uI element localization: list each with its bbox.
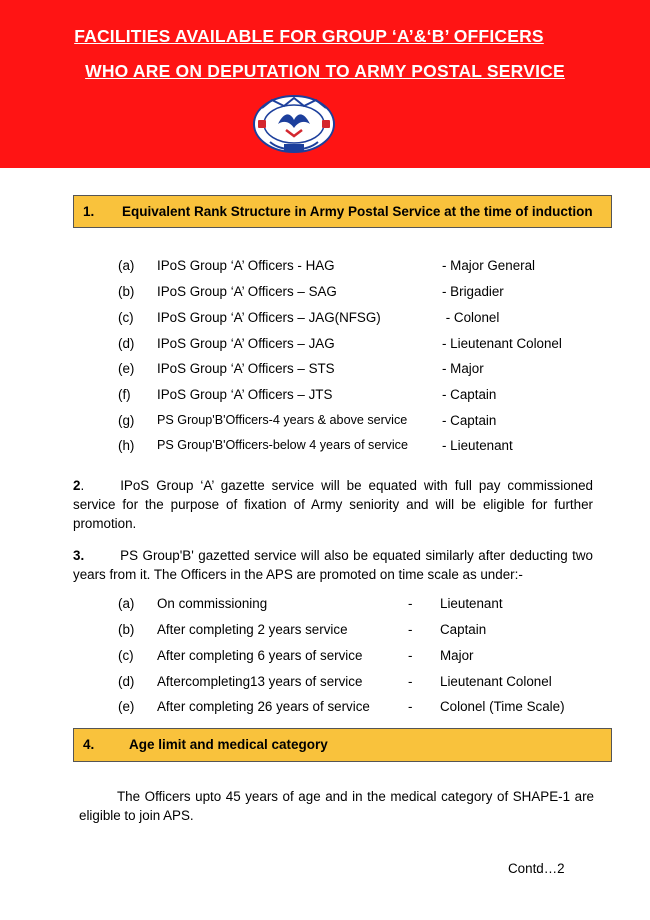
section-4-number: 4. <box>83 737 95 752</box>
paragraph-3-number: 3. <box>73 548 85 563</box>
paragraph-2: 2. IPoS Group ‘A’ gazette service will be equated with full pay commissioned service for the purpose of fixation of Army seniority and will be eligible for further promotion. <box>73 478 593 531</box>
section-4-text: The Officers upto 45 years of age and in the medical category of SHAPE-1 are eligible to join APS. <box>79 789 594 823</box>
section-4-title: Age limit and medical category <box>129 737 328 752</box>
section-1-heading-box <box>73 195 612 228</box>
title-line-2: WHO ARE ON DEPUTATION TO ARMY POSTAL SERVICE <box>85 61 565 81</box>
paragraph-3 <box>73 546 593 584</box>
title-line-1: FACILITIES AVAILABLE FOR GROUP ‘A’&‘B’ OFFICERS <box>74 26 544 46</box>
army-postal-service-emblem-icon <box>248 90 340 158</box>
section-1-title: Equivalent Rank Structure in Army Postal Service at the time of induction <box>122 204 593 219</box>
continued-marker: Contd…2 <box>508 861 565 876</box>
paragraph-3-text: PS Group'B' gazetted service will also be equated similarly after deducting two years from it. The Officers in the APS are promoted on time scale as under:- <box>73 548 593 582</box>
paragraph-2-text: IPoS Group ‘A’ gazette service will be equated with full pay commissioned service for the purpose of fixation of Army seniority and will be eligible for further promotion. <box>73 478 593 531</box>
section-4-heading-box <box>73 728 612 762</box>
paragraph-2-number: 2 <box>73 478 81 493</box>
section-1-number: 1. <box>83 204 95 219</box>
header-banner <box>0 0 650 168</box>
